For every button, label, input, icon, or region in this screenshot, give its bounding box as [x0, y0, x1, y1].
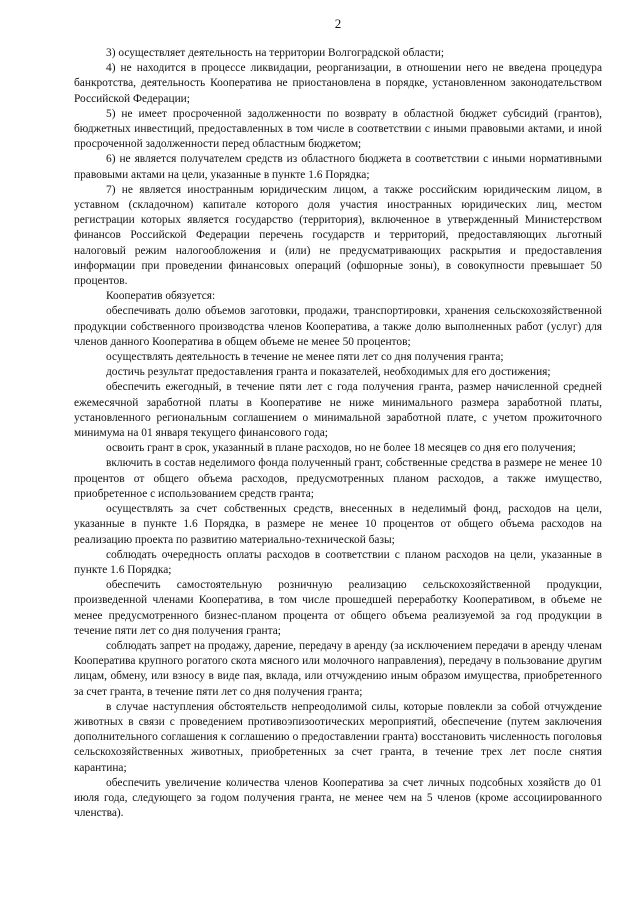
paragraph: 6) не является получателем средств из областного бюджета в соответствии с иными нормативными правовыми актами на цели, указанные в пункте 1.6 Порядка; [74, 153, 602, 181]
paragraph: 5) не имеет просроченной задолженности по возврату в областной бюджет субсидий (грантов), бюджетных инвестиций, предоставленных в том числе в соответствии с иными правовыми актами, и иной просроченной задолженности перед областным бюджетом; [74, 107, 602, 151]
paragraph: осуществлять за счет собственных средств, внесенных в неделимый фонд, расходов на цели, указанные в пункте 1.6 Порядка, в размере не менее 10 процентов от общего объема расходов на реализацию проекта по развитию материально-технической базы; [74, 503, 602, 546]
paragraph: обеспечить увеличение количества членов Кооператива за счет личных подсобных хозяйств до 01 июля года, следующего за годом получения гранта, не менее чем на 5 членов (кроме ассоциированного членства). [74, 776, 602, 820]
paragraph: освоить грант в срок, указанный в плане расходов, но не более 18 месяцев со дня его получения; [106, 442, 576, 455]
paragraph: 3) осуществляет деятельность на территории Волгоградской области; [106, 47, 445, 59]
paragraph: соблюдать очередность оплаты расходов в соответствии с планом расходов на цели, указанные в пункте 1.6 Порядка; [74, 548, 602, 576]
paragraph: обеспечить ежегодный, в течение пяти лет с года получения гранта, размер начисленной средней ежемесячной заработной платы в Кооперативе не ниже минимального размера заработной платы, установленного региональным соглашением о минимальной заработной плате, с учетом прожиточного минимума на 01 января текущего финансового года; [74, 381, 602, 440]
page-number: 2 [334, 16, 342, 31]
paragraph: включить в состав неделимого фонда полученный грант, собственные средства в размере не менее 10 процентов от общего объема расходов, предусмотренных планом расходов, а также имущество, приобретенное с использованием средств гранта; [74, 457, 602, 500]
paragraph: обеспечить самостоятельную розничную реализацию сельскохозяйственной продукции, произведенной членами Кооператива, в том числе прошедшей переработку Кооперативом, в объеме не менее предусмотренного бизнес-планом процента от общего объема реализуемой за год продукции в течение пяти лет со дня получения гранта; [74, 579, 602, 637]
paragraph: достичь результат предоставления гранта и показателей, необходимых для его достижения; [106, 366, 551, 379]
paragraph: 4) не находится в процессе ликвидации, реорганизации, в отношении него не введена процедура банкротства, деятельность Кооператива не приостановлена в порядке, установленном законодательством Российской Федерации; [74, 62, 602, 105]
paragraph: соблюдать запрет на продажу, дарение, передачу в аренду (за исключением передачи в аренду членам Кооператива крупного рогатого скота мясного или молочного направления), передачу в пользование другим лицам, обмену, или взносу в виде пая, вклада, или отчуждению иным образом имущества, приобретенного за счет гранта, в течение пяти лет со дня получения гранта; [74, 639, 602, 698]
paragraph: 7) не является иностранным юридическим лицом, а также российским юридическим лицом, в уставном (складочном) капитале которого доля участия иностранных юридических лиц, местом регистрации которых является государство (территория), включенное в утвержденный Министерством финансов Российской Федерации перечень государств и территорий, предоставляющих льготный налоговый режим налогообложения и (или) не предусматривающих раскрытия и предоставления информации при проведении финансовых операций (офшорные зоны), в совокупности превышает 50 процентов. [74, 183, 602, 288]
paragraph: обеспечивать долю объемов заготовки, продажи, транспортировки, хранения сельскохозяйственной продукции собственного производства членов Кооператива, а также долю выполненных работ (услуг) для членов данного Кооператива в общем объеме не менее 50 процентов; [74, 305, 602, 348]
paragraph: Кооператив обязуется: [106, 290, 216, 303]
document-body [74, 46, 602, 821]
paragraph: в случае наступления обстоятельств непреодолимой силы, которые повлекли за собой отчуждение животных в связи с проведением противоэпизоотических мероприятий, обеспечение (путем заключения дополнительного соглашения к соглашению о предоставлении гранта) восстановить численность поголовья сельскохозяйственных животных, приобретенных за счет гранта, в течение трех лет после снятия карантина; [74, 700, 602, 774]
paragraph: осуществлять деятельность в течение не менее пяти лет со дня получения гранта; [106, 351, 504, 364]
